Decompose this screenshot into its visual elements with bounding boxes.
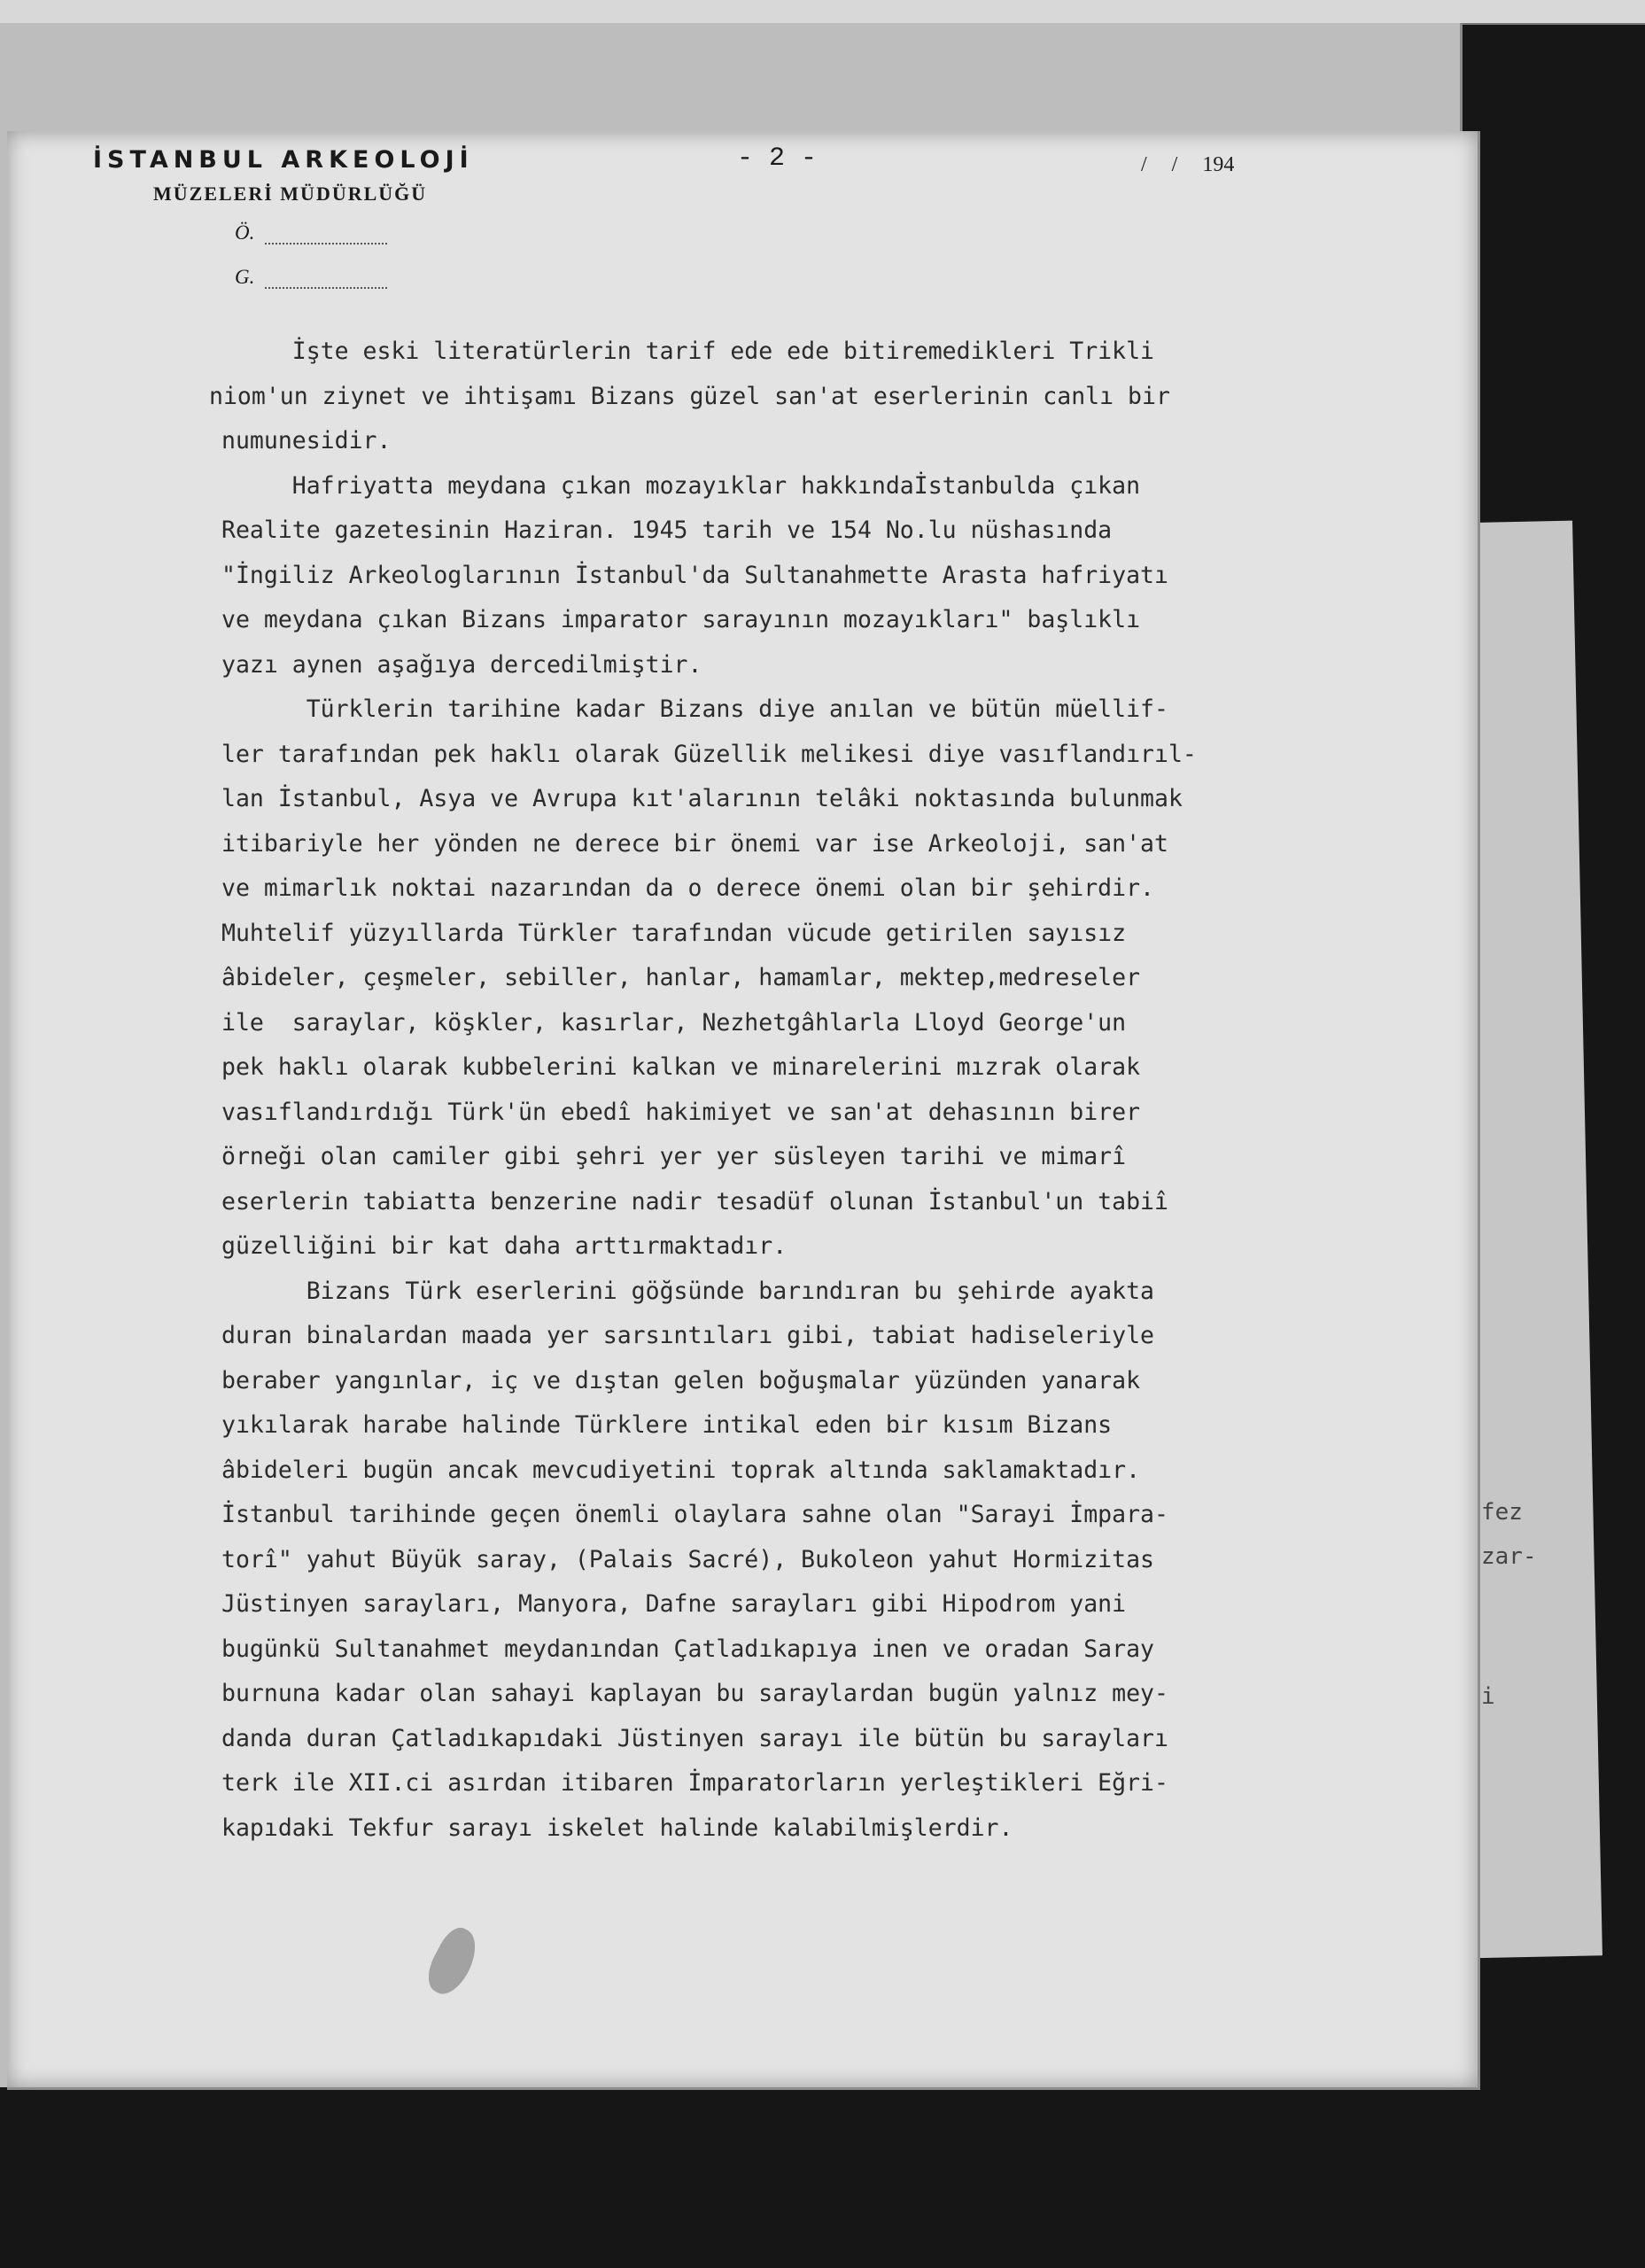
text-line: niom'un ziynet ve ihtişamı Bizans güzel san'at eserlerinin canlı bir	[209, 382, 1170, 410]
text-line: "İngiliz Arkeologlarının İstanbul'da Sultanahmette Arasta hafriyatı	[221, 561, 1168, 589]
text-line: Muhtelif yüzyıllarda Türkler tarafından vücude getirilen sayısız	[221, 919, 1127, 947]
field-g-label: G.	[235, 266, 255, 288]
field-o-dotted-line	[265, 229, 387, 245]
text-line: âbideler, çeşmeler, sebiller, hanlar, hamamlar, mektep,medreseler	[221, 964, 1141, 991]
text-line: kapıdaki Tekfur sarayı iskelet halinde kalabilmişlerdir.	[221, 1814, 1013, 1842]
text-line: beraber yangınlar, iç ve dıştan gelen boğuşmalar yüzünden yanarak	[221, 1366, 1141, 1394]
body-text	[209, 330, 1197, 1851]
field-g-dotted-line	[265, 273, 387, 289]
top-edge-strip	[0, 0, 1645, 25]
underlying-fragment: i	[1481, 1683, 1495, 1710]
text-line: İşte eski literatürlerin tarif ede ede bitiremedikleri Trikli	[221, 338, 1154, 365]
text-line: danda duran Çatladıkapıdaki Jüstinyen sarayı ile bütün bu sarayları	[221, 1724, 1168, 1752]
text-line: ve meydana çıkan Bizans imparator sarayının mozayıkları" başlıklı	[221, 606, 1141, 633]
text-line: pek haklı olarak kubbelerini kalkan ve minarelerini mızrak olarak	[221, 1053, 1141, 1081]
text-line: güzelliğini bir kat daha arttırmaktadır.	[221, 1232, 788, 1260]
text-line: örneği olan camiler gibi şehri yer yer süsleyen tarihi ve mimarî	[221, 1143, 1127, 1170]
letterhead-sub: MÜZELERİ MÜDÜRLÜĞÜ	[153, 183, 428, 205]
text-line: duran binalardan maada yer sarsıntıları gibi, tabiat hadiseleriyle	[221, 1322, 1154, 1349]
text-line: ile saraylar, köşkler, kasırlar, Nezhetgâhlarla Lloyd George'un	[221, 1008, 1127, 1037]
text-line: eserlerin tabiatta benzerine nadir tesadüf olunan İstanbul'un tabiî	[221, 1187, 1168, 1216]
text-line: Türklerin tarihine kadar Bizans diye anılan ve bütün müellif-	[221, 695, 1168, 723]
text-line: burnuna kadar olan sahayi kaplayan bu saraylardan bugün yalnız mey-	[221, 1680, 1168, 1707]
letterhead	[93, 146, 474, 289]
underlying-fragment: zar-	[1481, 1543, 1537, 1570]
text-line: vasıflandırdığı Türk'ün ebedî hakimiyet ve san'at dehasının birer	[221, 1098, 1141, 1126]
page-number: - 2 -	[737, 144, 818, 174]
text-line: torî" yahut Büyük saray, (Palais Sacré), Bukoleon yahut Hormizitas	[221, 1545, 1154, 1573]
letterhead-field-g	[235, 266, 474, 289]
text-line: numunesidir.	[221, 427, 392, 454]
text-line: bugünkü Sultanahmet meydanından Çatladıkapıya inen ve oradan Saray	[221, 1635, 1154, 1663]
text-line: lan İstanbul, Asya ve Avrupa kıt'alarının telâki noktasında bulunmak	[221, 785, 1183, 812]
text-line: Realite gazetesinin Haziran. 1945 tarih ve 154 No.lu nüshasında	[221, 517, 1113, 544]
text-line: âbideleri bugün ancak mevcudiyetini toprak altında saklamaktadır.	[221, 1456, 1141, 1484]
letterhead-field-o	[235, 221, 474, 245]
text-line: itibariyle her yönden ne derece bir önemi var ise Arkeoloji, san'at	[221, 829, 1168, 858]
text-line: ler tarafından pek haklı olarak Güzellik melikesi diye vasıflandırıl-	[221, 740, 1197, 768]
text-line: Hafriyatta meydana çıkan mozayıklar hakkındaİstanbulda çıkan	[221, 471, 1141, 500]
underlying-fragment: fez	[1481, 1499, 1523, 1526]
text-line: yıkılarak harabe halinde Türklere intikal eden bir kısım Bizans	[221, 1411, 1113, 1439]
text-line: İstanbul tarihinde geçen önemli olaylara sahne olan "Sarayi İmpara-	[221, 1501, 1168, 1528]
text-line: Bizans Türk eserlerini göğsünde barındıran bu şehirde ayakta	[221, 1277, 1154, 1305]
field-o-label: Ö.	[235, 221, 255, 244]
text-line: Jüstinyen sarayları, Manyora, Dafne sarayları gibi Hipodrom yani	[221, 1590, 1127, 1618]
letterhead-org: İSTANBUL ARKEOLOJİ	[93, 146, 474, 174]
text-line: yazı aynen aşağıya dercedilmiştir.	[221, 650, 702, 679]
text-line: terk ile XII.ci asırdan itibaren İmparatorların yerleştikleri Eğri-	[221, 1769, 1168, 1797]
text-line: ve mimarlık noktai nazarından da o derece önemi olan bir şehirdir.	[221, 874, 1154, 902]
date-field: / / 194	[1141, 153, 1235, 176]
